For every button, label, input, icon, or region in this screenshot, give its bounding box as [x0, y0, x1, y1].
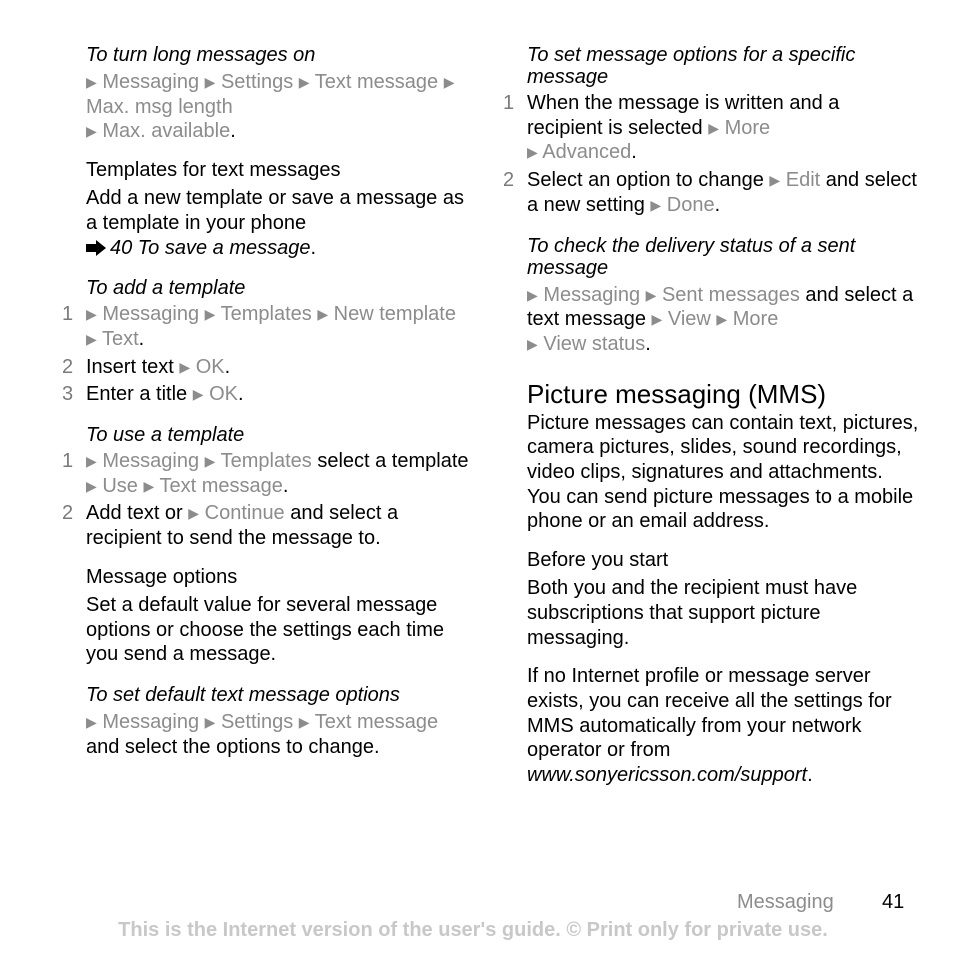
menu-arrow-icon: ▶: [86, 453, 97, 470]
page-reference[interactable]: 40 To save a message: [110, 236, 311, 259]
templates-heading: Templates for text messages: [86, 159, 341, 182]
menu-arrow-icon: ▶: [651, 311, 663, 328]
menu-link[interactable]: Templates: [220, 303, 312, 326]
menu-link[interactable]: Continue: [204, 502, 285, 525]
specific-steps: [503, 91, 919, 218]
menu-arrow-icon: ▶: [86, 713, 97, 730]
menu-link[interactable]: Messaging: [102, 303, 200, 326]
menu-arrow-icon: ▶: [298, 74, 310, 90]
menu-arrow-icon: ▶: [179, 358, 191, 375]
menu-link[interactable]: Messaging: [543, 283, 641, 306]
menu-arrow-icon: ▶: [527, 144, 538, 161]
default-options-title: To set default text message options: [86, 683, 400, 706]
step: 2 Add text or ▶ Continue and select a recipient to send the message to.: [62, 502, 399, 550]
step: 1 ▶ Messaging ▶ Templates ▶ New template ▶ Text.: [62, 303, 456, 350]
add-template-title: To add a template: [86, 277, 246, 300]
menu-arrow-icon: ▶: [86, 74, 97, 90]
menu-arrow-icon: ▶: [204, 306, 216, 323]
step-number: 1: [62, 450, 74, 473]
long-msgs-path: ▶ Messaging ▶ Settings ▶ Text message ▶ Max. msg length ▶ Max. available.: [86, 71, 455, 143]
mms-heading: Picture messaging (MMS): [527, 378, 827, 409]
menu-link[interactable]: Edit: [785, 169, 821, 192]
long-msgs-title: To turn long messages on: [86, 44, 316, 66]
specific-title: To set message options for a specific message: [527, 44, 856, 88]
step: 2 Select an option to change ▶ Edit and select a new setting ▶ Done.: [503, 169, 917, 216]
menu-arrow-icon: ▶: [769, 172, 781, 189]
menu-link[interactable]: View: [667, 308, 711, 331]
left-column: [62, 44, 470, 759]
footer-section-label: Messaging: [737, 891, 834, 913]
menu-link[interactable]: Advanced: [542, 141, 632, 164]
menu-link[interactable]: More: [732, 308, 779, 331]
menu-arrow-icon: ▶: [143, 477, 155, 494]
menu-arrow-icon: ▶: [298, 713, 310, 730]
menu-link[interactable]: Done: [666, 193, 715, 216]
step-number: 3: [62, 383, 74, 406]
delivery-path: ▶ Messaging ▶ Sent messages and select a text message ▶ View ▶ More ▶ View status.: [527, 283, 914, 355]
right-arrow-reference-icon: [86, 240, 106, 256]
delivery-title: To check the delivery status of a sent message: [527, 234, 856, 279]
support-url-link[interactable]: www.sonyericsson.com/support: [527, 764, 808, 787]
menu-arrow-icon: ▶: [645, 286, 657, 303]
templates-text: Add a new template or save a message as a template in your phone 40 To save a message.: [86, 187, 464, 259]
right-column: [503, 44, 919, 788]
step: 1 When the message is written and a recipient is selected ▶ More ▶ Advanced.: [503, 92, 840, 164]
menu-link[interactable]: Settings: [220, 710, 294, 733]
default-options-path: ▶ Messaging ▶ Settings ▶ Text message and select the options to change.: [86, 710, 439, 758]
menu-arrow-icon: ▶: [204, 713, 216, 730]
menu-arrow-icon: ▶: [192, 386, 204, 403]
menu-link[interactable]: Text: [101, 327, 139, 350]
menu-arrow-icon: ▶: [204, 74, 216, 90]
menu-arrow-icon: ▶: [708, 119, 719, 136]
menu-link[interactable]: OK: [209, 383, 238, 406]
menu-arrow-icon: ▶: [86, 477, 97, 494]
internet-profile-text: If no Internet profile or message server exists, you can receive all the settings for MMS automatically from your network operator or from www.sonyericsson.com/support.: [527, 665, 892, 787]
menu-arrow-icon: ▶: [527, 335, 538, 352]
menu-link[interactable]: Use: [102, 474, 138, 497]
menu-arrow-icon: ▶: [650, 196, 662, 213]
menu-link[interactable]: Templates: [220, 450, 312, 473]
add-template-steps: [62, 302, 470, 407]
menu-link[interactable]: Max. msg length: [86, 95, 233, 118]
use-template-steps: [62, 449, 470, 551]
menu-arrow-icon: ▶: [86, 330, 97, 347]
menu-link[interactable]: Max. available: [102, 120, 231, 143]
menu-arrow-icon: ▶: [443, 74, 455, 90]
step: 2 Insert text ▶ OK.: [62, 355, 231, 378]
menu-link[interactable]: Settings: [220, 71, 294, 93]
menu-link[interactable]: Text message: [159, 474, 283, 497]
step: 3 Enter a title ▶ OK.: [62, 383, 244, 406]
menu-arrow-icon: ▶: [317, 306, 329, 323]
mms-text: Picture messages can contain text, pictures, camera pictures, slides, sound recordings, video clips, signatures and attachments. You can send picture messages to a mobile phone or an email address.: [527, 411, 919, 533]
menu-arrow-icon: ▶: [86, 123, 97, 140]
step-number: 2: [503, 169, 515, 192]
step-number: 2: [62, 355, 74, 378]
message-options-text: Set a default value for several message options or choose the settings each time you send a message.: [86, 593, 444, 666]
menu-link[interactable]: Messaging: [102, 450, 200, 473]
before-start-heading: Before you start: [527, 549, 669, 572]
menu-link[interactable]: Messaging: [102, 710, 200, 733]
menu-arrow-icon: ▶: [86, 306, 97, 323]
menu-link[interactable]: Sent messages: [661, 283, 800, 306]
step-number: 1: [503, 92, 515, 114]
use-template-title: To use a template: [86, 424, 245, 447]
menu-arrow-icon: ▶: [204, 453, 216, 470]
menu-link[interactable]: More: [724, 116, 771, 139]
menu-link[interactable]: Text message: [314, 71, 439, 93]
menu-link[interactable]: Text message: [314, 710, 439, 733]
menu-arrow-icon: ▶: [716, 311, 728, 328]
message-options-heading: Message options: [86, 565, 238, 588]
page-number: 41: [882, 891, 905, 913]
footer-notice: This is the Internet version of the user's guide. © Print only for private use.: [118, 919, 828, 941]
step-number: 2: [62, 502, 74, 525]
step-number: 1: [62, 303, 74, 326]
menu-link[interactable]: View status: [543, 332, 646, 355]
menu-link[interactable]: OK: [195, 355, 225, 378]
menu-arrow-icon: ▶: [527, 286, 538, 303]
menu-arrow-icon: ▶: [188, 505, 200, 522]
step: 1 ▶ Messaging ▶ Templates select a template ▶ Use ▶ Text message.: [62, 450, 469, 497]
before-start-text: Both you and the recipient must have subscriptions that support picture messaging.: [527, 577, 858, 649]
menu-link[interactable]: New template: [333, 303, 456, 326]
menu-link[interactable]: Messaging: [102, 71, 200, 93]
